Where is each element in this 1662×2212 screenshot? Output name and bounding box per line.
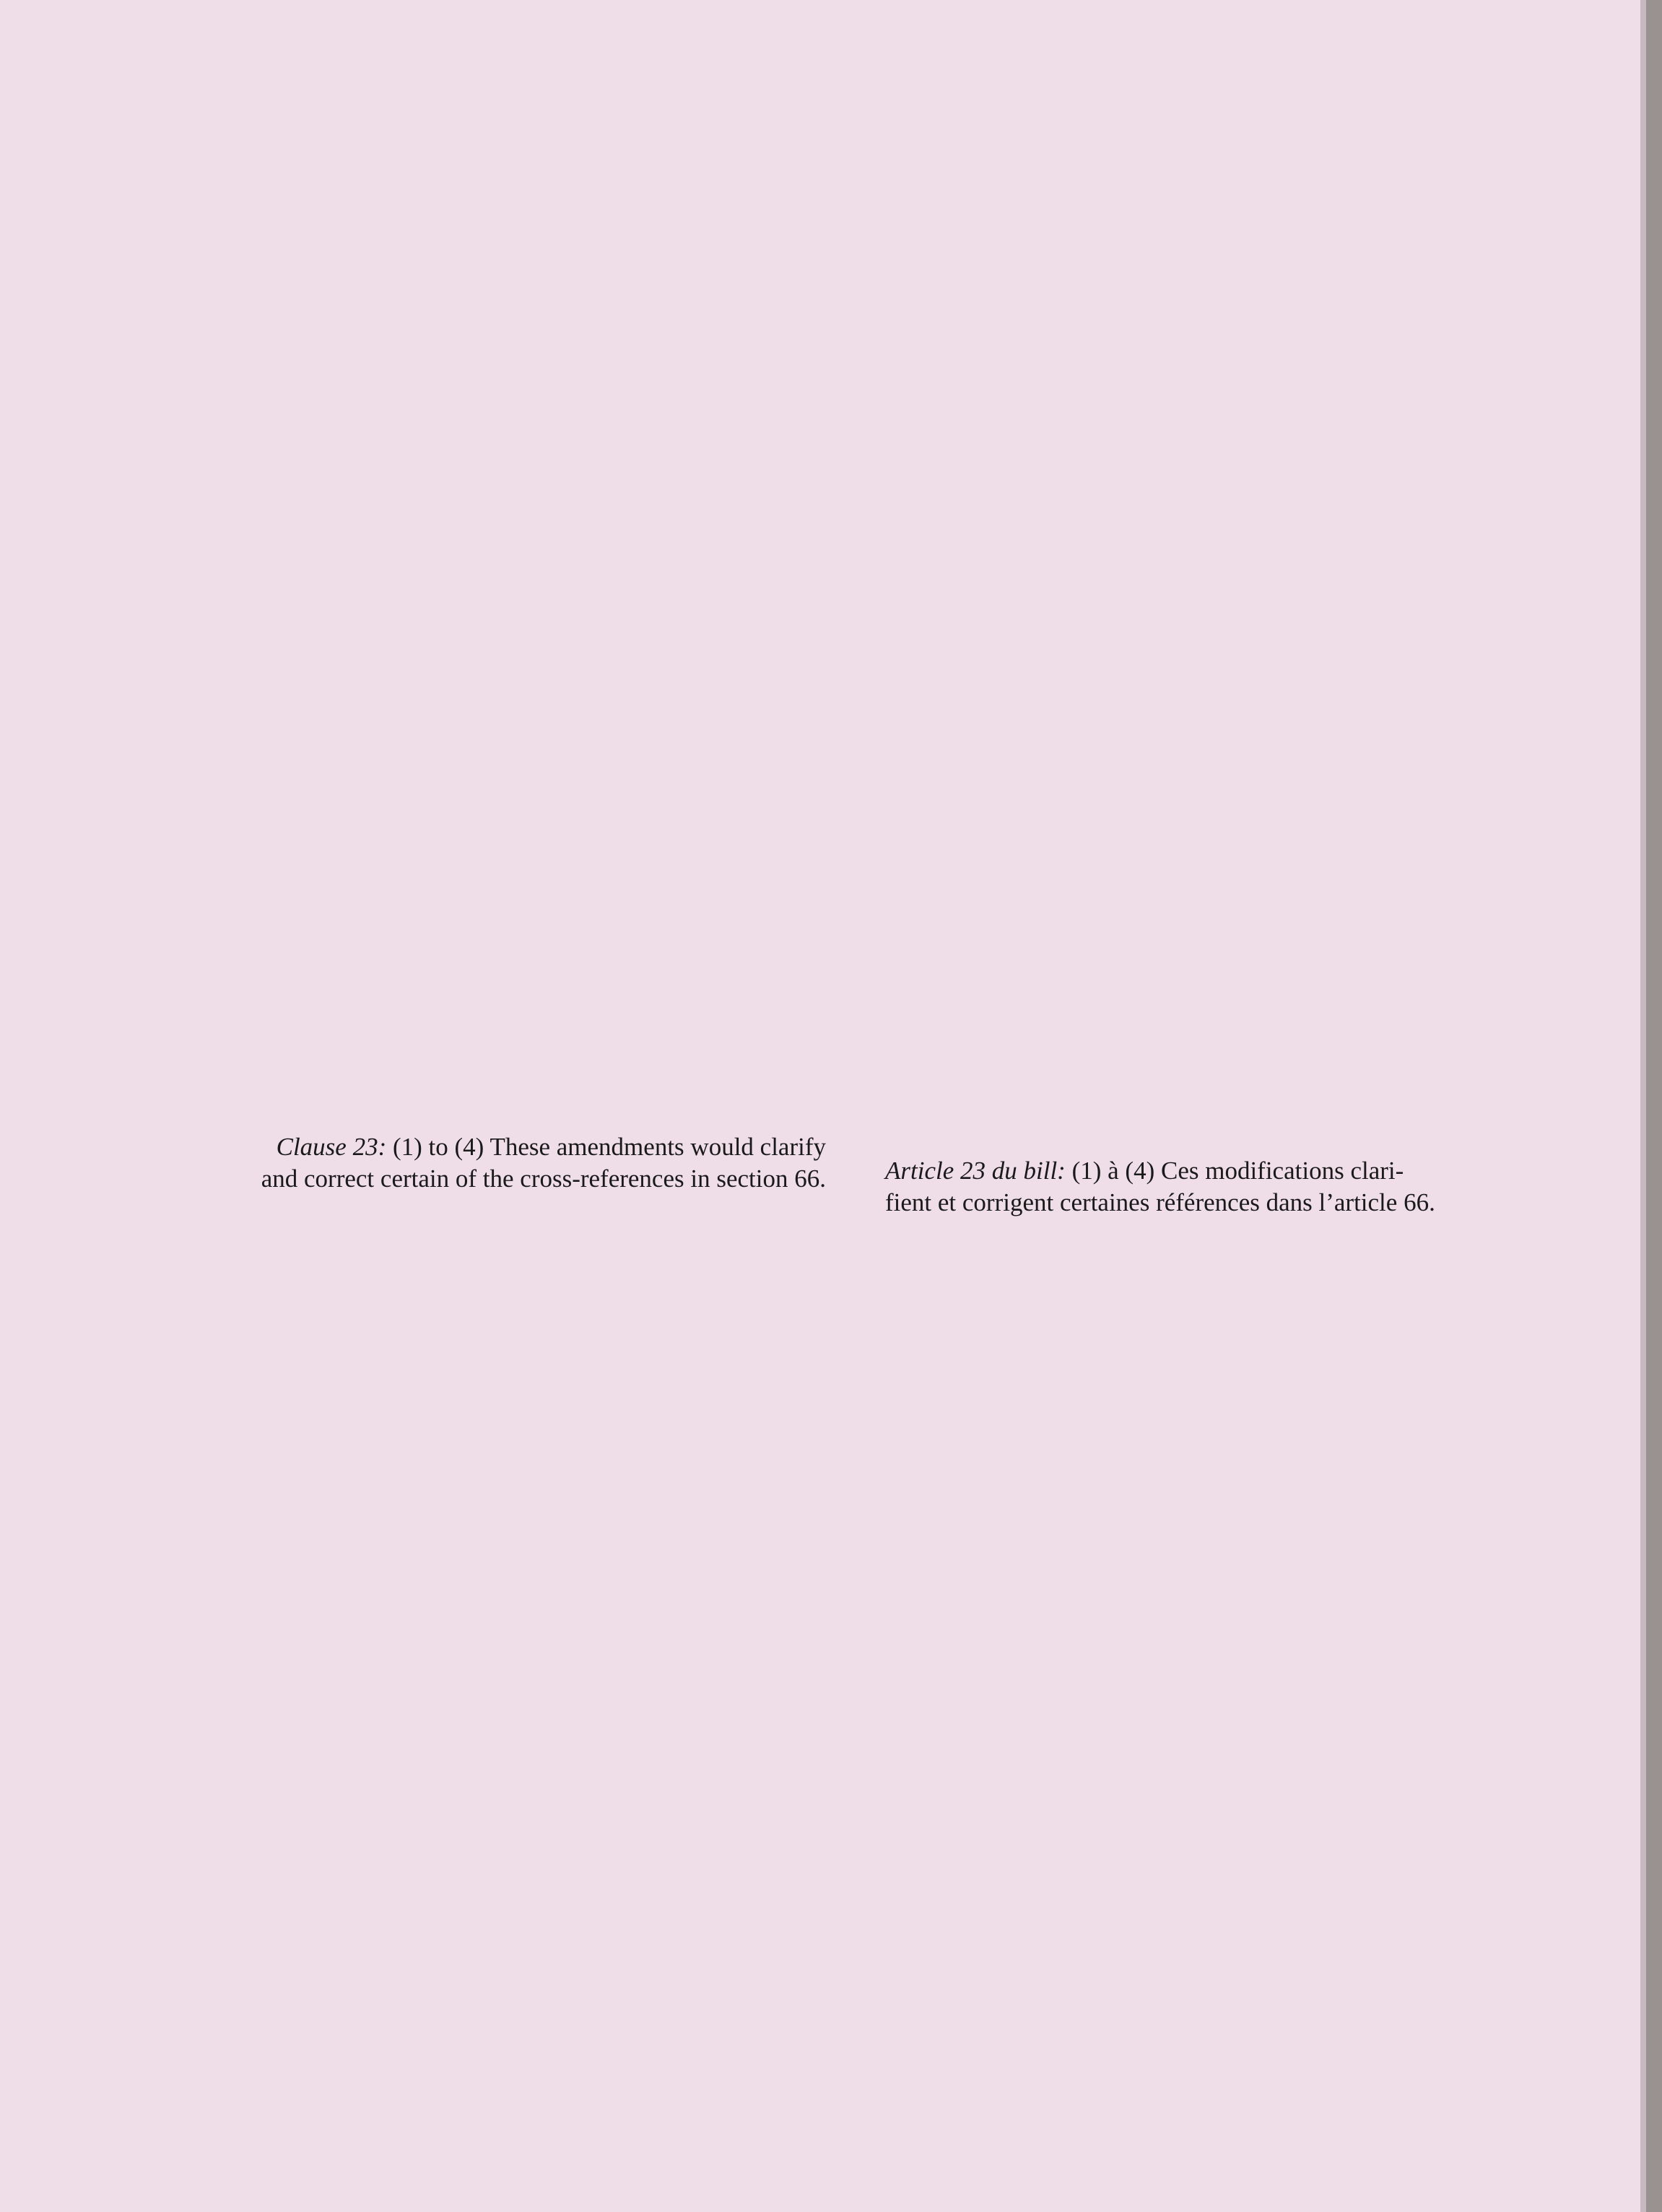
note-french-text-1: (1) à (4) Ces modifications clari- bbox=[1065, 1157, 1404, 1185]
page-edge bbox=[1640, 0, 1662, 2212]
page-edge-highlight bbox=[1640, 0, 1646, 2212]
note-english-line-2: and correct certain of the cross-references in section 66. bbox=[261, 1164, 826, 1193]
note-french-line-2: fient et corrigent certaines références dans l’article 66. bbox=[885, 1188, 1435, 1216]
note-french-label: Article 23 du bill: bbox=[885, 1157, 1066, 1185]
explanatory-note-french bbox=[885, 1155, 1575, 1219]
note-french-line-1 bbox=[885, 1155, 1575, 1187]
note-english-text-1: (1) to (4) These amendments would clarify bbox=[386, 1133, 826, 1161]
explanatory-note-english bbox=[91, 1131, 826, 1195]
note-english-line-1 bbox=[91, 1131, 826, 1163]
note-english-label: Clause 23: bbox=[276, 1133, 387, 1161]
